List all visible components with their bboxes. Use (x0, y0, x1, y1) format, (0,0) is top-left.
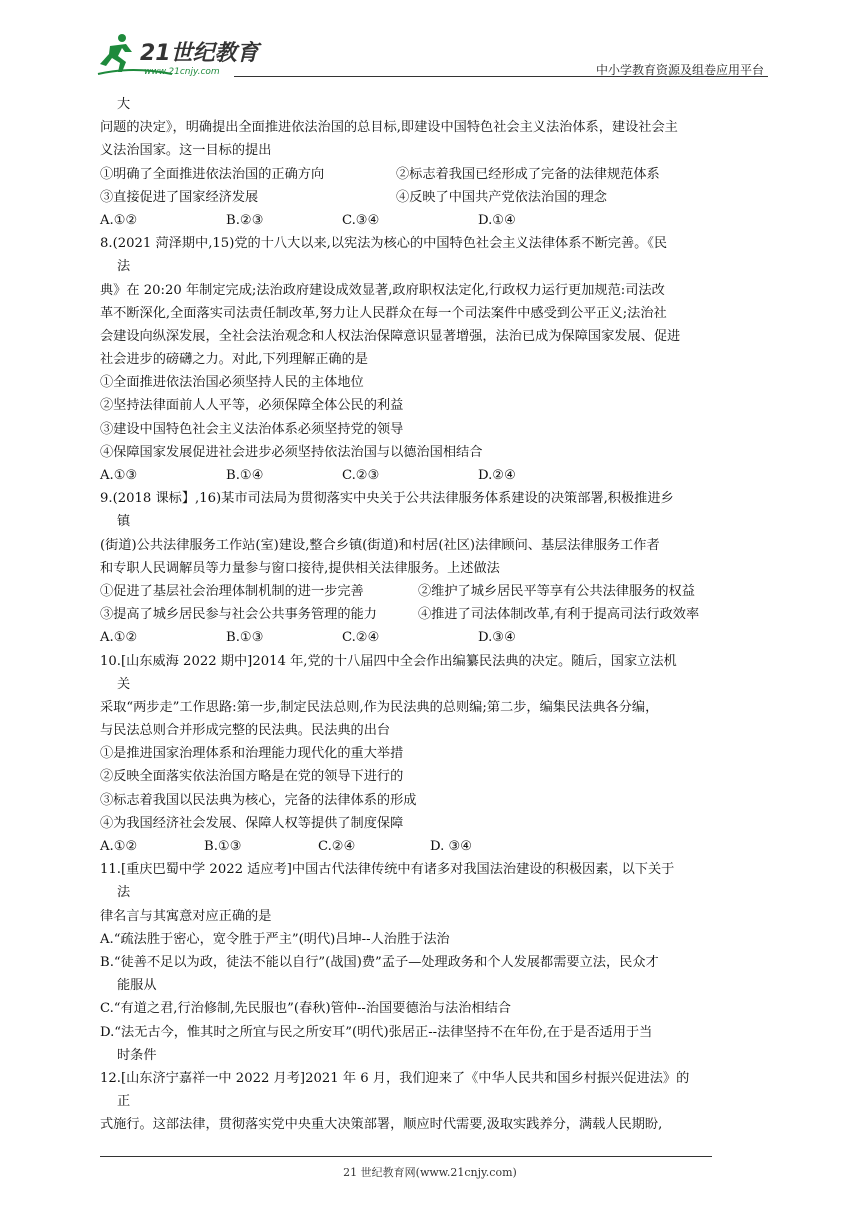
statement-item: ④推进了司法体制改革,有利于提高司法行政效率 (418, 607, 700, 623)
statement-item: ③直接促进了国家经济发展 (100, 189, 259, 205)
statement-item: ③标志着我国以民法典为核心，完备的法律体系的形成 (100, 792, 417, 808)
text-line: 镇 (117, 514, 131, 530)
option-a: A.①③ (100, 468, 138, 483)
text-line: 时条件 (117, 1047, 157, 1063)
site-logo (92, 30, 262, 78)
text-line: 和专职人民调解员等力量参与窗口接待,提供相关法律服务。上述做法 (100, 560, 500, 576)
statement-item: ③提高了城乡居民参与社会公共事务管理的能力 (100, 607, 377, 623)
header-divider (234, 76, 768, 77)
option-c: C.③④ (342, 212, 380, 228)
text-line: 社会进步的磅礴之力。对此,下列理解正确的是 (100, 352, 368, 368)
statement-item: ②坚持法律面前人人平等，必须保障全体公民的利益 (100, 398, 404, 414)
text-line: 大 (117, 97, 131, 112)
statement-item: ②维护了城乡居民平等享有公共法律服务的权益 (418, 583, 695, 599)
logo-url: www.21cnjy.com (144, 67, 220, 77)
question-stem: 9.(2018 课标】,16)某市司法局为贯彻落实中央关于公共法律服务体系建设的决策部署,积极推进乡 (100, 491, 674, 507)
answer-options (100, 626, 764, 649)
statement-row (100, 186, 764, 209)
text-line: 典》在 20:20 年制定完成;法治政府建设成效显著,政府职权法定化,行政权力运行更加规范:司法改 (100, 282, 665, 298)
option-d: D.“法无古今，惟其时之所宜与民之所安耳”(明代)张居正--法律坚持不在年份,在于是否适用于当 (100, 1024, 653, 1040)
statement-row (100, 580, 764, 603)
option-d: D.③④ (478, 630, 516, 646)
statement-item: ③建设中国特色社会主义法治体系必须坚持党的领导 (100, 421, 404, 437)
answer-options (100, 464, 764, 487)
statement-item: ④保障国家发展促进社会进步必须坚持依法治国与以德治国相结合 (100, 444, 483, 460)
statement-item: ①全面推进依法治国必须坚持人民的主体地位 (100, 375, 364, 391)
statement-item: ①是推进国家治理体系和治理能力现代化的重大举措 (100, 746, 404, 762)
answer-options (100, 209, 764, 232)
question-stem: 12.[山东济宁嘉祥一中 2022 月考]2021 年 6 月，我们迎来了《中华人民共和国乡村振兴促进法》的 (100, 1070, 690, 1086)
answer-options (100, 835, 764, 858)
page-header (92, 30, 768, 78)
option-c: C.②④ (318, 839, 356, 854)
question-stem: 11.[重庆巴蜀中学 2022 适应考]中国古代法律传统中有诸多对我国法治建设的积极因素，以下关于 (100, 862, 675, 878)
question-stem: 8.(2021 菏泽期中,15)党的十八大以来,以宪法为核心的中国特色社会主义法律体系不断完善。《民 (100, 236, 668, 252)
page-footer: 21 世纪教育网(www.21cnjy.com) (343, 1166, 517, 1179)
option-c: C.“有道之君,行治修制,先民服也”(春秋)管仲--治国要德治与法治相结合 (100, 1001, 511, 1017)
option-d: D. ③④ (430, 839, 473, 854)
option-d: D.②④ (478, 468, 516, 483)
option-a: A.①② (100, 212, 138, 228)
logo-text: 21世纪教育 (140, 41, 259, 66)
statement-item: ④为我国经济社会发展、保障人权等提供了制度保障 (100, 815, 404, 831)
platform-name: 中小学教育资源及组卷应用平台 (595, 63, 764, 77)
option-b: B.①③ (204, 839, 242, 854)
text-line: 关 (117, 676, 131, 692)
text-line: 采取“两步走”工作思路:第一步,制定民法总则,作为民法典的总则编;第二步，编集民法典各分编， (100, 699, 659, 715)
option-a: A.①② (100, 630, 138, 646)
option-c: C.②④ (342, 630, 380, 646)
text-line: 义法治国家。这一目标的提出 (100, 143, 272, 159)
text-line: 法 (117, 259, 131, 275)
question-body (100, 93, 764, 1136)
statement-row (100, 163, 764, 186)
statement-item: ②标志着我国已经形成了完备的法律规范体系 (396, 166, 660, 182)
text-line: 能服从 (117, 978, 157, 994)
statement-item: ②反映全面落实依法治国方略是在党的领导下进行的 (100, 769, 404, 785)
text-line: 法 (117, 885, 131, 901)
option-b: B.“徒善不足以为政，徒法不能以自行”(战国)费”孟子—处理政务和个人发展都需要立法，民众才 (100, 954, 659, 970)
text-line: (街道)公共法律服务工作站(室)建设,整合乡镇(街道)和村居(社区)法律顾问、基层法律服务工作者 (100, 537, 660, 553)
option-a: A.“疏法胜于密心，宽令胜于严主”(明代)吕坤--人治胜于法治 (100, 931, 450, 947)
text-line: 正 (117, 1094, 131, 1110)
option-b: B.①④ (226, 468, 264, 483)
text-line: 律名言与其寓意对应正确的是 (100, 908, 272, 924)
text-line: 与民法总则合并形成完整的民法典。民法典的出台 (100, 723, 391, 739)
statement-item: ①明确了全面推进依法治国的正确方向 (100, 166, 325, 182)
footer-divider (100, 1156, 712, 1157)
option-b: B.①③ (226, 630, 264, 646)
option-b: B.②③ (226, 212, 264, 228)
option-d: D.①④ (478, 212, 516, 228)
statement-item: ①促进了基层社会治理体制机制的进一步完善 (100, 583, 364, 599)
text-line: 式施行。这部法律，贯彻落实党中央重大决策部署，顺应时代需要,汲取实践养分，满载人民期盼, (100, 1117, 663, 1133)
statement-item: ④反映了中国共产党依法治国的理念 (396, 189, 607, 205)
text-line: 会建设向纵深发展，全社会法治观念和人权法治保障意识显著增强，法治已成为保障国家发展、促进 (100, 328, 681, 344)
text-line: 革不断深化,全面落实司法责任制改革,努力让人民群众在每一个司法案件中感受到公平正义;法治社 (100, 305, 667, 321)
question-stem: 10.[山东威海 2022 期中]2014 年,党的十八届四中全会作出编纂民法典的决定。随后，国家立法机 (100, 653, 677, 669)
statement-row (100, 603, 764, 626)
option-c: C.②③ (342, 468, 380, 483)
option-a: A.①② (100, 839, 138, 854)
text-line: 问题的决定》，明确提出全面推进依法治国的总目标,即建设中国特色社会主义法治体系，建设社会主 (100, 120, 678, 136)
